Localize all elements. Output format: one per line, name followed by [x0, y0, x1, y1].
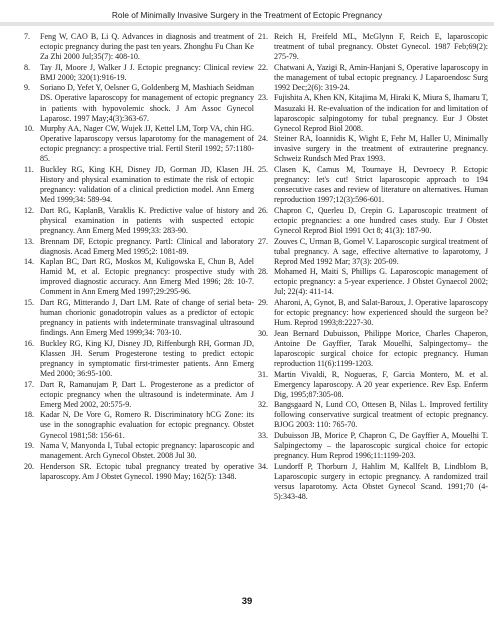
reference-item	[24, 63, 254, 83]
reference-number: 27.	[258, 236, 269, 246]
reference-number: 29.	[258, 298, 269, 308]
reference-item	[258, 63, 488, 93]
reference-text: Feng W, CAO B, Li Q. Advances in diagnosis and treatment of ectopic pregnancy during the past ten years. Zhonghu Fu Chan Ke Za Zhi 2000 Jul;35(7): 408-10.	[40, 32, 254, 62]
reference-item	[258, 431, 488, 461]
reference-number: 17.	[24, 379, 35, 389]
reference-number: 18.	[24, 410, 35, 420]
header-rule	[0, 22, 494, 26]
reference-item	[24, 410, 254, 440]
reference-item	[24, 206, 254, 236]
reference-number: 13.	[24, 236, 35, 246]
reference-text: Reich H, Freifeld ML, McGlynn F, Reich E, laparoscopic treatment of tubal pregnancy. Obstet Gynecol. 1987 Feb;69(2): 275-79.	[274, 32, 488, 62]
reference-number: 14.	[24, 257, 35, 267]
reference-text: Dart R, Ramanujam P, Dart L. Progesterone as a predictor of ectopic pregnancy when the ultrasound is indeterminate. Am J Emerg Med 2002, 20:575-9.	[40, 379, 254, 409]
reference-number: 22.	[258, 62, 269, 72]
reference-text: Chatwani A, Yazigi R, Amin-Hanjani S, Operative laparoscopy in the management of tubal ectopic pregnancy. J Laparoendosc Surg 1992 Dec;2(6): 319-24.	[274, 62, 488, 92]
reference-text: Kadar N, De Vore G, Romero R. Discriminatory hCG Zone: its use in the sonographic evaluation for ectopic pregnancy. Obstet Gynecol 1981;58: 156-61.	[40, 410, 254, 440]
reference-text: Dubuisson JB, Morice P, Chapron C, De Gayffier A, Mouelhi T. Salpingectomy – the laparoscopic surgical choice for ectopic pregnancy. Hum Reprod 1996;11:1199-203.	[274, 431, 488, 461]
reference-number: 12.	[24, 205, 35, 215]
reference-text: Aharoni, A, Gynot, B, and Salat-Baroux, J. Operative laparoscopy for ectopic pregnancy: how experienced should the surgeon be? Hum. Reprod 1993;8:2227-30.	[274, 298, 488, 328]
running-header: Role of Minimally Invasive Surgery in the Treatment of Ectopic Pregnancy	[111, 10, 383, 20]
reference-text: Brennam DF, Ectopic pregnancy. PartI: Clinical and laboratory diagnosis. Acad Emerg Med 1995;2: 1081-89.	[40, 236, 254, 256]
reference-number: 25.	[258, 165, 269, 175]
reference-item	[24, 237, 254, 257]
reference-text: Fujishita A, Khen KN, Kitajima M, Hiraki K, Miura S, Ihamaru T, Masuzaki H. Re-evaluation of the indication for and limitation of laparoscopic salpingotomy for tubal pregnancy. Eur J Obstet Gynecol Reprod Biol 2008.	[274, 93, 488, 133]
reference-text: Chapron C, Querleu D, Crepin G. Laparoscopic treatment of ectopic pregnancies: a one hundred cases study. Eur J Obstet Gynecol Reprod Biol 1991 Oct 8; 41(3): 187-90.	[274, 205, 488, 235]
reference-item	[258, 267, 488, 297]
reference-number: 21.	[258, 32, 269, 41]
reference-text: Zouves C, Urman B, Gomel V. Laparoscopic surgical treatment of tubal pregnancy. A sage, effective alternative to laparotomy, J Reprod Med 1992 Mar; 37(3): 205-09.	[274, 236, 488, 266]
reference-text: Dart RG, KaplanB, Varaklis K. Predictive value of history and physical examination in patients with suspected ectopic pregnancy. Ann Emerg Med 1999;33: 283-90.	[40, 205, 254, 235]
reference-text: Buckley RG, King KH, Disney JD, Gorman JD, Klasen JH. History and physical examination to estimate the risk of ectopic pregnancy: validation of a clinical prediction model. Ann Emerg Med 1999;34: 589-94.	[40, 165, 254, 205]
reference-number: 23.	[258, 93, 269, 103]
reference-number: 19.	[24, 441, 35, 451]
reference-number: 11.	[24, 165, 34, 175]
reference-text: Tay JI, Moore J, Walker J J. Ectopic pregnancy: Clinical review BMJ 2000; 320(1):916-19.	[40, 62, 254, 82]
reference-item	[24, 32, 254, 62]
reference-item	[24, 441, 254, 461]
reference-text: Henderson SR. Ectopic tubal pregnancy treated by operative laparoscopy. Am J Obstet Gynecol. 1990 May; 162(5): 1348.	[40, 461, 254, 481]
page-number: 39	[241, 596, 253, 607]
reference-number: 30.	[258, 328, 269, 338]
reference-number: 10.	[24, 124, 35, 134]
reference-item	[24, 124, 254, 164]
reference-item	[258, 134, 488, 164]
reference-number: 24.	[258, 134, 269, 144]
reference-text: Buckley RG, King KJ, Disney JD, Riffenburgh RH, Gorman JD, Klassen JH. Serum Progesterone testing to predict ectopic pregnancy in symptomatic first-trimester patients. Ann Emerg Med 2000; 36:95-100.	[40, 338, 254, 379]
reference-item	[258, 206, 488, 236]
reference-text: Mohamed H, Maiti S, Phillips G. Laparoscopic management of ectopic pregnancy: a 5-year experience. J Obstet Gynaecol 2002; Jul; 22(4): 411-14.	[274, 267, 488, 297]
reference-item	[258, 165, 488, 205]
reference-text: Nama V, Manyonda I, Tubal ectopic pregnancy: laparoscopic and management. Arch Gynecol Obstet. 2008 Jul 30.	[40, 441, 254, 461]
reference-item	[258, 93, 488, 133]
reference-number: 8.	[24, 62, 31, 72]
reference-item	[258, 237, 488, 267]
reference-number: 26.	[258, 205, 269, 215]
reference-item	[24, 165, 254, 205]
reference-text: Clasen K, Camus M, Tournaye H, Devroecy P. Ectopic pregnancy: let's cut! Strict laparoscopic approach to 194 consecutive cases and review of literature on alternatives. Human reproduction 1997;12(3):596-601.	[274, 165, 488, 205]
reference-column-right	[258, 32, 488, 503]
reference-item	[24, 339, 254, 379]
reference-number: 34.	[258, 461, 269, 471]
reference-item	[24, 83, 254, 123]
reference-number: 16.	[24, 338, 35, 348]
reference-text: Soriano D, Yefet Y, Oelsner G, Goldenberg M, Mashiach Seidman DS. Operative laparoscopy for management of ectopic pregnancy in patients with hypovolemic shock. J Am Assoc Gynecol Laparosc. 1997 May;4(3):363-67.	[40, 83, 254, 123]
reference-text: Lundorff P, Thorburn J, Hahlim M, Kallfelt B, Lindblom B, Laparoscopic surgery in ectopic pregnancy. A randomized trail versus laparotomy. Acta Obstet Gynecol Scand. 1991;70 (4-5):343-48.	[274, 461, 488, 502]
reference-number: 33.	[258, 431, 269, 441]
reference-item	[258, 462, 488, 502]
reference-number: 20.	[24, 461, 35, 471]
reference-column-left	[24, 32, 254, 482]
reference-number: 31.	[258, 369, 269, 379]
reference-number: 28.	[258, 267, 269, 277]
reference-number: 7.	[24, 32, 31, 41]
reference-text: Bangsgaard N, Lund CO, Ottesen B, Nilas L. Improved fertility following conservative surgical treatment of ectopic pregnancy. BJOG 2003: 110: 765-70.	[274, 400, 488, 430]
reference-item	[258, 32, 488, 62]
reference-item	[24, 298, 254, 338]
reference-number: 9.	[24, 83, 31, 93]
reference-text: Murphy AA, Nager CW, Wujek JJ, Kettel LM, Torp VA, chin HG. Operative laparoscopy versus laparotomy for the management of ectopic pregnancy: a prospective trial. Fertil Steril 1992; 57:1180-85.	[40, 124, 254, 164]
reference-item	[24, 257, 254, 297]
reference-item	[24, 380, 254, 410]
reference-item	[258, 298, 488, 328]
reference-item	[258, 400, 488, 430]
reference-number: 15.	[24, 298, 35, 308]
reference-text: Jean Bernard Dubuisson, Philippe Morice, Charles Chaperon, Antoine De Gayffier, Tarak Mouelhi, Salpingectomy– the laparoscopic surgical choice for ectopic pregnancy. Human reproduction 11(6):1199-1203.	[274, 328, 488, 368]
reference-text: Dart RG, Mitterando J, Dart LM. Rate of change of serial beta-human chorionic gonadotropin values as a predictor of ectopic pregnancy in patients with indeterminate transvaginal ultrasound findings. Ann Emerg Med 1999;34: 703-10.	[40, 298, 254, 338]
reference-item	[258, 370, 488, 400]
reference-item	[258, 329, 488, 369]
reference-item	[24, 462, 254, 482]
reference-text: Kaplan BC, Dart RG, Moskos M, Kuligowska E, Chun B, Adel Hamid M, et al. Ectopic pregnancy: prospective study with improved diagnostic accuracy. Ann Emerg Med 1996; 28: 10-7. Comment in Ann Emerg Med 1997;29:295-96.	[40, 257, 254, 297]
reference-number: 32.	[258, 400, 269, 410]
reference-text: Martin Vivaldi, R, Nogueras, F, Garcia Montero, M. et al. Emergency laparoscopy. A 20 year experience. Rev Esp. Enferm Dig, 1995;87:305-08.	[274, 369, 488, 399]
reference-text: Steiner RA, Ioannidis K, Wight E, Fehr M, Haller U, Minimally invasive surgery in the treatment of extrauterine pregnancy. Schweiz Rundsch Med Prax 1993.	[274, 134, 488, 164]
